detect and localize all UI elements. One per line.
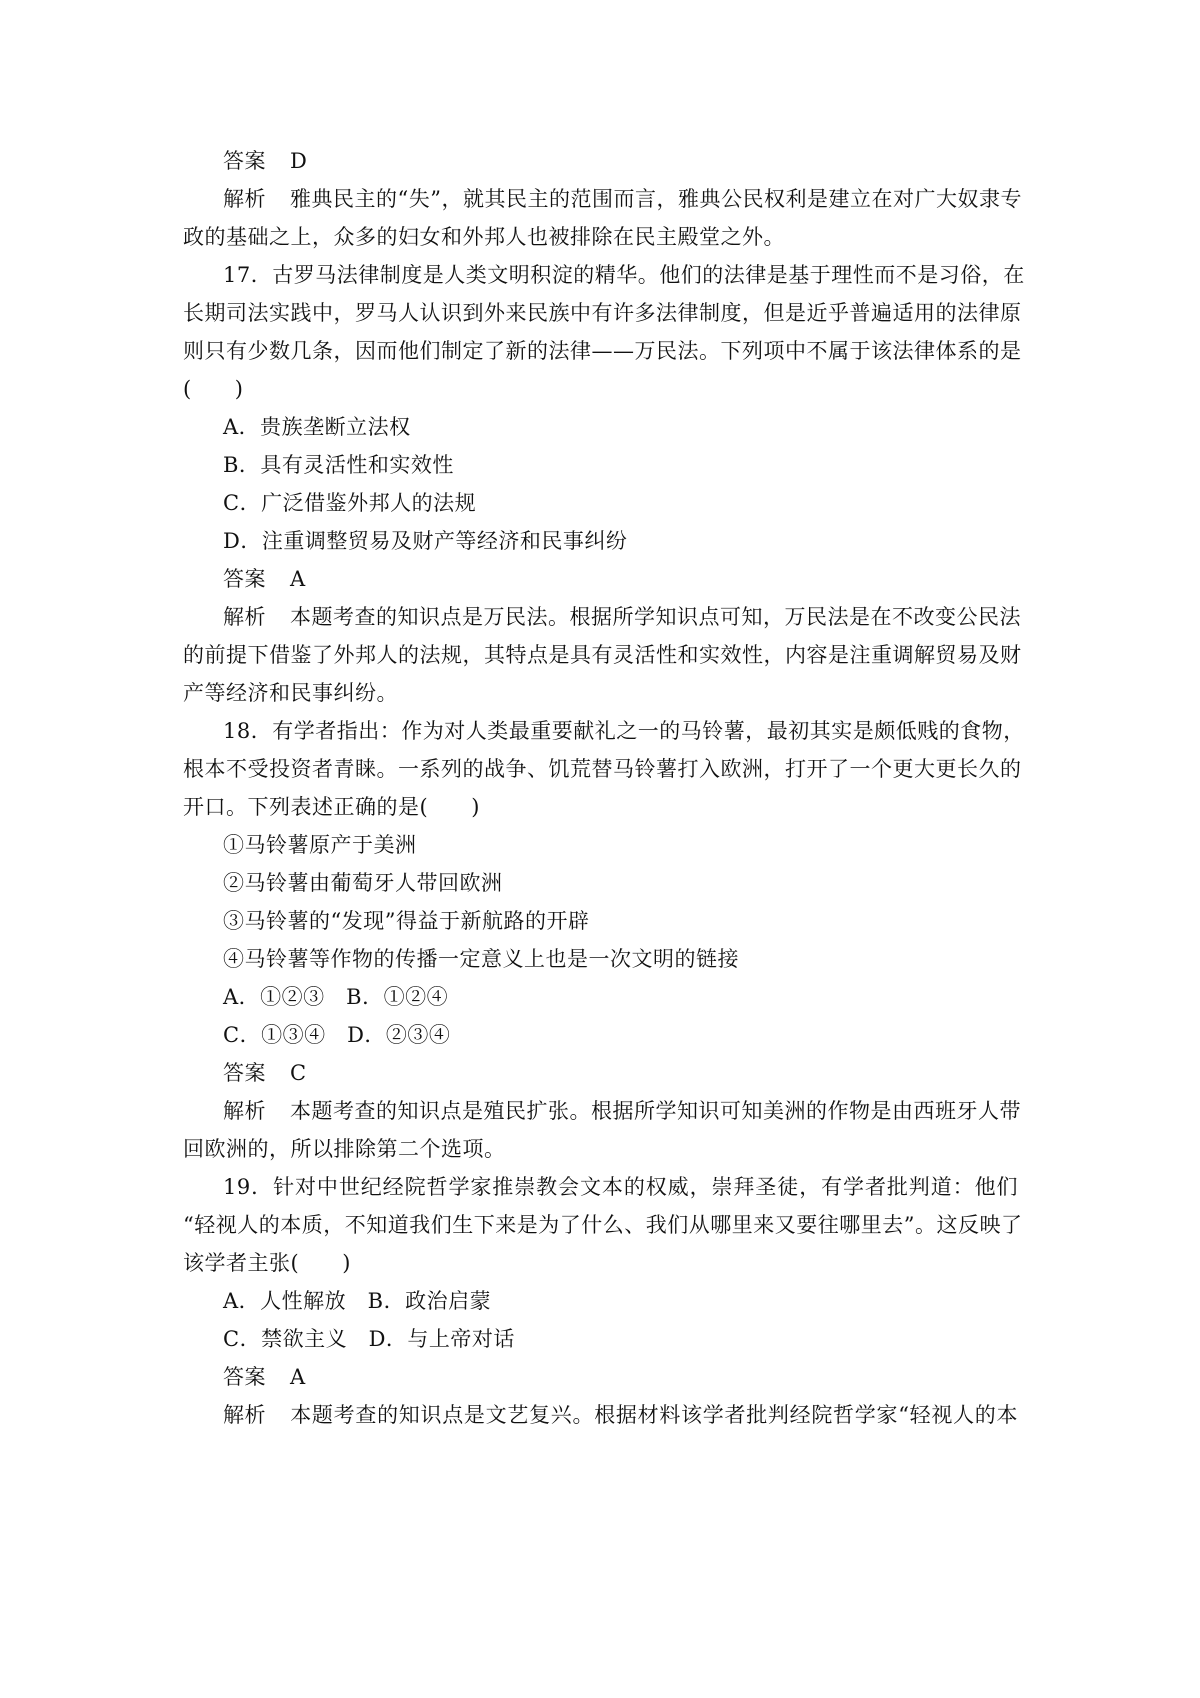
answer-value: A	[290, 1365, 306, 1389]
analysis-continuation: 政的基础之上，众多的妇女和外邦人也被排除在民主殿堂之外。	[183, 225, 785, 249]
analysis-label: 解析	[223, 1099, 266, 1123]
analysis-label: 解析	[223, 605, 266, 629]
question-18-options-cd: C．①③④ D．②③④	[223, 1023, 451, 1047]
question-18-statement-1: ①马铃薯原产于美洲	[223, 833, 417, 857]
analysis-line	[223, 1096, 1021, 1126]
answer-value: A	[290, 567, 306, 591]
question-18-statement-2: ②马铃薯由葡萄牙人带回欧洲	[223, 871, 503, 895]
analysis-line	[223, 1400, 1018, 1430]
analysis-line	[223, 602, 1021, 632]
question-18-statement-4: ④马铃薯等作物的传播一定意义上也是一次文明的链接	[223, 947, 739, 971]
question-17-option-d: D．注重调整贸易及财产等经济和民事纠纷	[223, 529, 628, 553]
question-18-stem-line-3: 开口。下列表述正确的是( )	[183, 795, 480, 819]
answer-line	[223, 1362, 306, 1392]
answer-label: 答案	[223, 1061, 266, 1085]
analysis-text: 本题考查的知识点是殖民扩张。根据所学知识可知美洲的作物是由西班牙人带	[290, 1099, 1021, 1123]
answer-value: C	[290, 1061, 307, 1085]
question-17-stem-line-2: 长期司法实践中，罗马人认识到外来民族中有许多法律制度，但是近乎普遍适用的法律原	[183, 301, 1022, 325]
question-17-option-c: C．广泛借鉴外邦人的法规	[223, 491, 477, 515]
question-18-stem-line-2: 根本不受投资者青睐。一系列的战争、饥荒替马铃薯打入欧洲，打开了一个更大更长久的	[183, 757, 1022, 781]
analysis-continuation: 产等经济和民事纠纷。	[183, 681, 398, 705]
question-19-stem: 19．针对中世纪经院哲学家推崇教会文本的权威，崇拜圣徒，有学者批判道：他们	[223, 1175, 1018, 1199]
question-19-stem-line-2: “轻视人的本质，不知道我们生下来是为了什么、我们从哪里来又要往哪里去”。这反映了	[183, 1213, 1023, 1237]
analysis-label: 解析	[223, 1403, 266, 1427]
question-18-options-ab: A．①②③ B．①②④	[223, 985, 449, 1009]
question-17-option-b: B．具有灵活性和实效性	[223, 453, 454, 477]
question-18-statement-3: ③马铃薯的“发现”得益于新航路的开辟	[223, 909, 590, 933]
answer-line	[223, 564, 306, 594]
analysis-text: 本题考查的知识点是文艺复兴。根据材料该学者批判经院哲学家“轻视人的本	[290, 1403, 1018, 1427]
analysis-label: 解析	[223, 187, 266, 211]
question-19-options-ab: A．人性解放 B．政治启蒙	[223, 1289, 492, 1313]
analysis-line	[223, 184, 1022, 214]
answer-line	[223, 146, 307, 176]
analysis-text: 本题考查的知识点是万民法。根据所学知识点可知，万民法是在不改变公民法	[290, 605, 1021, 629]
question-17-blank: ( )	[183, 377, 244, 401]
question-17-stem-line-3: 则只有少数几条，因而他们制定了新的法律——万民法。下列项中不属于该法律体系的是	[183, 339, 1022, 363]
question-19-options-cd: C．禁欲主义 D．与上帝对话	[223, 1327, 515, 1351]
question-19-stem-line-3: 该学者主张( )	[183, 1251, 351, 1275]
answer-label: 答案	[223, 149, 266, 173]
answer-value: D	[290, 149, 308, 173]
analysis-text: 雅典民主的“失”，就其民主的范围而言，雅典公民权利是建立在对广大奴隶专	[290, 187, 1022, 211]
analysis-continuation: 回欧洲的，所以排除第二个选项。	[183, 1137, 506, 1161]
analysis-continuation: 的前提下借鉴了外邦人的法规，其特点是具有灵活性和实效性，内容是注重调解贸易及财	[183, 643, 1022, 667]
answer-label: 答案	[223, 567, 266, 591]
answer-label: 答案	[223, 1365, 266, 1389]
question-18-stem: 18．有学者指出：作为对人类最重要献礼之一的马铃薯，最初其实是颇低贱的食物，	[223, 719, 1025, 743]
question-17-stem: 17．古罗马法律制度是人类文明积淀的精华。他们的法律是基于理性而不是习俗，在	[223, 263, 1025, 287]
question-17-option-a: A．贵族垄断立法权	[223, 415, 411, 439]
answer-line	[223, 1058, 307, 1088]
